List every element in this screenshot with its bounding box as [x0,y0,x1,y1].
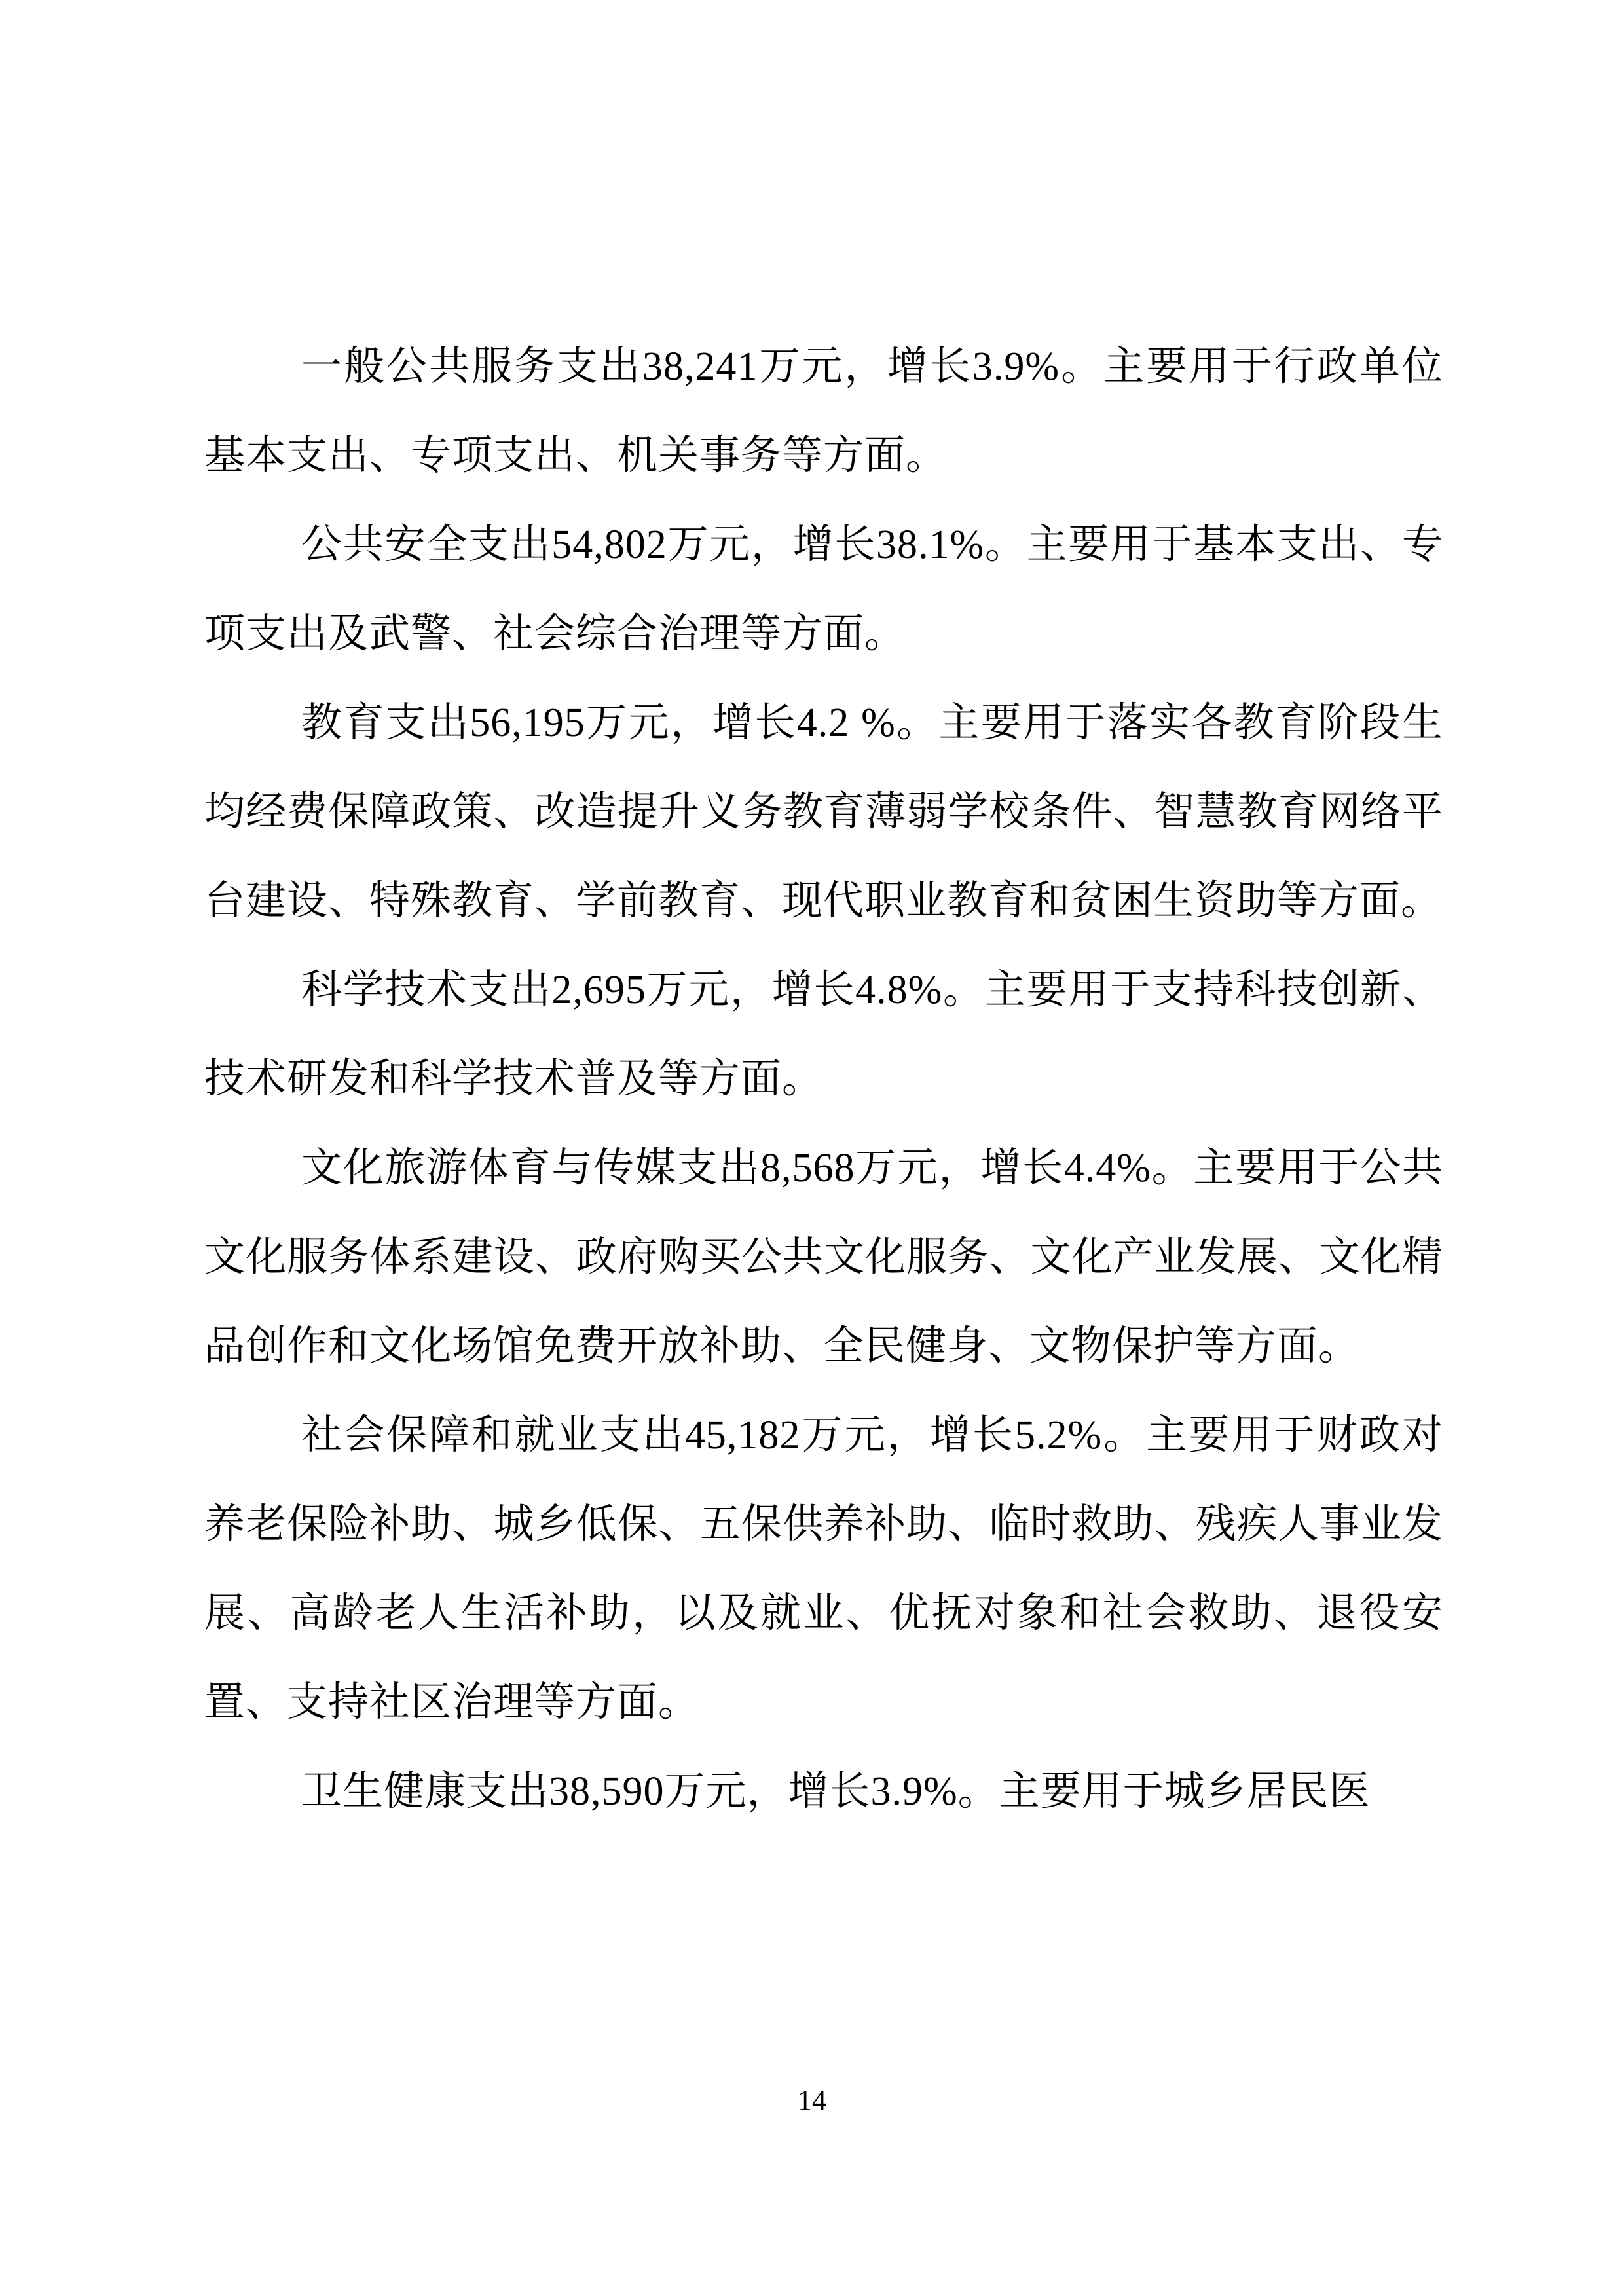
paragraph-culture-tourism-sports-media: 文化旅游体育与传媒支出8,568万元，增长4.4%。主要用于公共文化服务体系建设、政府购买公共文化服务、文化产业发展、文化精品创作和文化场馆免费开放补助、全民健身、文物保护等方面。 [204,1146,1443,1368]
document-body [204,322,1443,1836]
paragraph-social-security-employment: 社会保障和就业支出45,182万元，增长5.2%。主要用于财政对养老保险补助、城乡低保、五保供养补助、临时救助、残疾人事业发展、高龄老人生活补助，以及就业、优抚对象和社会救助、退役安置、支持社区治理等方面。 [204,1413,1443,1725]
paragraph-science-technology: 科学技术支出2,695万元，增长4.8%。主要用于支持科技创新、技术研发和科学技术普及等方面。 [204,968,1443,1101]
paragraph-education: 教育支出56,195万元，增长4.2 %。主要用于落实各教育阶段生均经费保障政策、改造提升义务教育薄弱学校条件、智慧教育网络平台建设、特殊教育、学前教育、现代职业教育和贫困生资助等方面。 [204,701,1443,923]
page-number: 14 [798,2084,826,2116]
paragraph-health: 卫生健康支出38,590万元，增长3.9%。主要用于城乡居民医 [301,1769,1371,1814]
paragraph-general-public-services: 一般公共服务支出38,241万元，增长3.9%。主要用于行政单位基本支出、专项支出、机关事务等方面。 [204,344,1443,478]
paragraph-public-security: 公共安全支出54,802万元，增长38.1%。主要用于基本支出、专项支出及武警、社会综合治理等方面。 [204,523,1443,656]
